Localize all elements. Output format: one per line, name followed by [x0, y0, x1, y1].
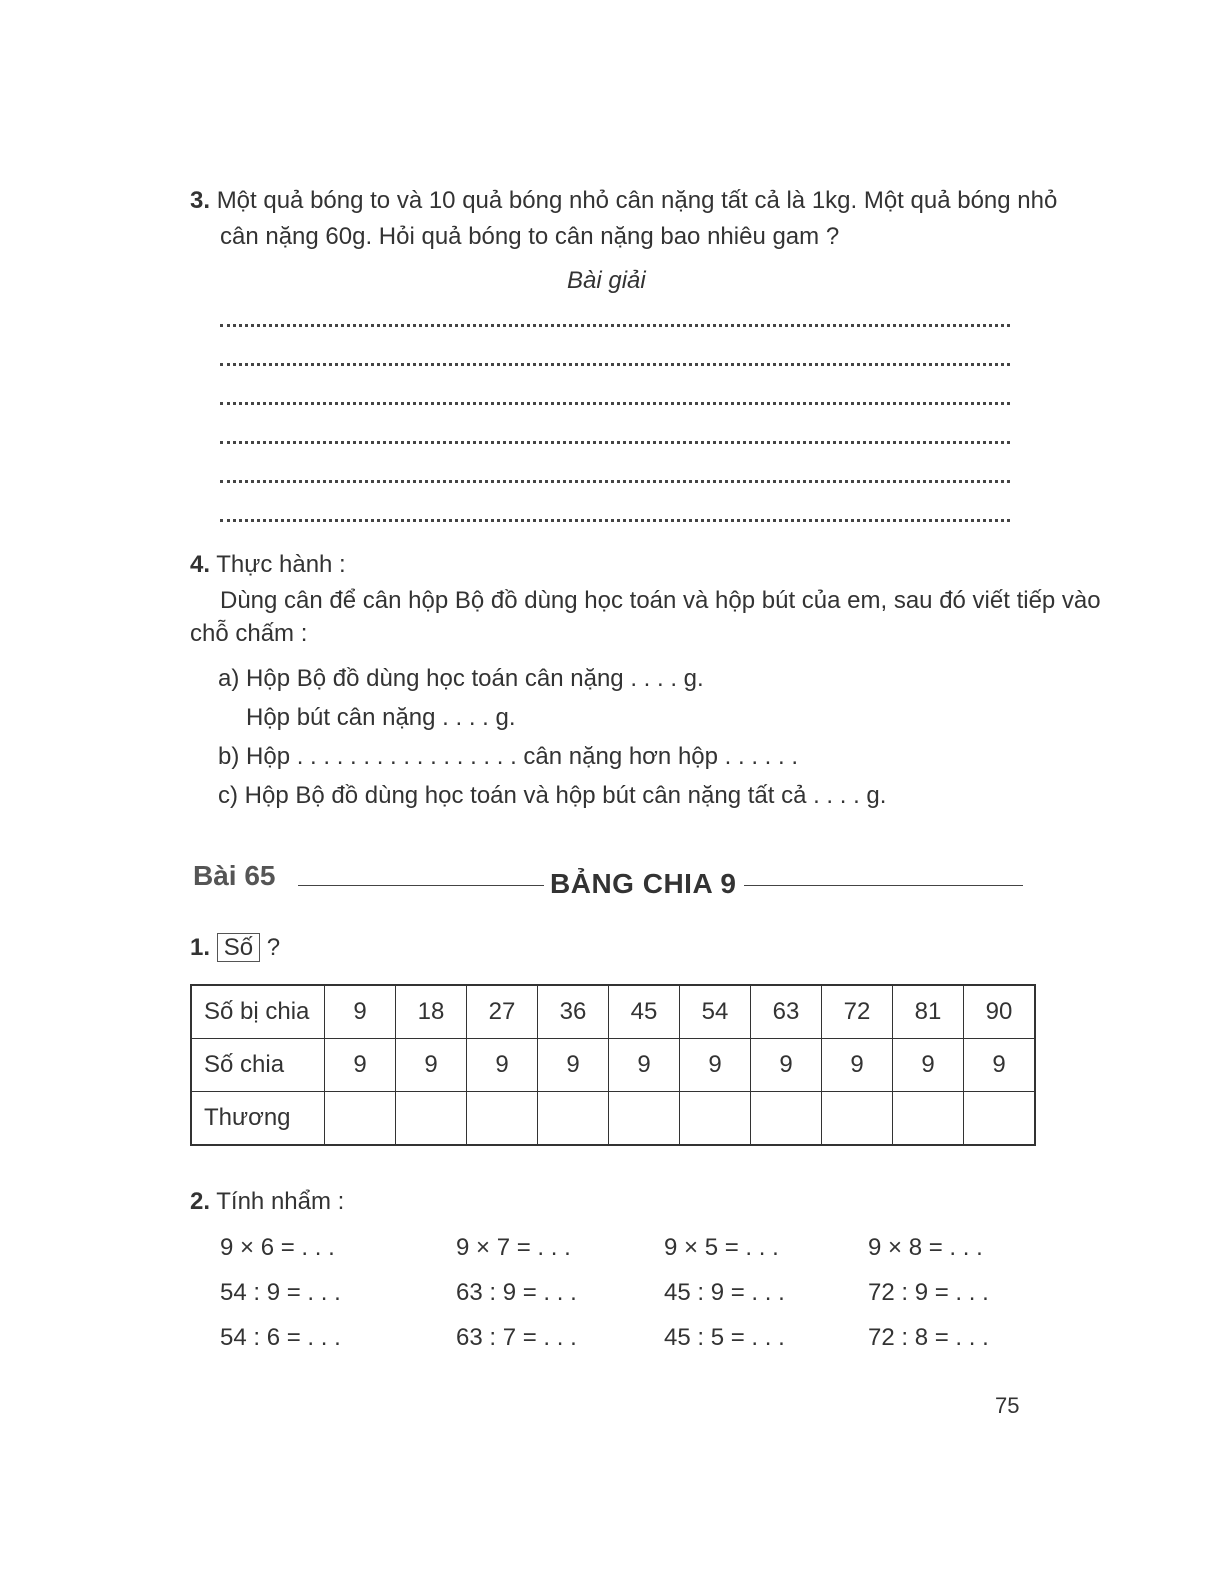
quotient-cell[interactable] — [822, 1092, 893, 1146]
exercise-4-number: 4. — [190, 551, 211, 578]
exercise-4-text-2: chỗ chấm : — [190, 620, 308, 647]
question-mark: ? — [266, 934, 281, 961]
exercise-4-heading — [190, 550, 346, 580]
divisor-cell: 9 — [396, 1039, 467, 1092]
dividend-cell: 90 — [964, 985, 1036, 1039]
quotient-cell[interactable] — [396, 1092, 467, 1146]
divisor-cell: 9 — [609, 1039, 680, 1092]
exercise-3-number: 3. — [190, 187, 211, 214]
answer-dotted-line[interactable] — [220, 363, 1010, 366]
exercise-2-title: Tính nhẩm : — [216, 1188, 345, 1215]
quotient-cell[interactable] — [964, 1092, 1036, 1146]
row-label-divisor: Số chia — [191, 1039, 325, 1092]
divisor-cell: 9 — [822, 1039, 893, 1092]
heading-rule-left — [298, 885, 544, 886]
quotient-cell[interactable] — [893, 1092, 964, 1146]
exercise-2-heading — [190, 1187, 344, 1217]
exercise-2-number: 2. — [190, 1188, 211, 1215]
dividend-cell: 45 — [609, 985, 680, 1039]
dividend-cell: 63 — [751, 985, 822, 1039]
calc-item: 72 : 8 = . . . — [868, 1324, 989, 1351]
calc-item: 9 × 8 = . . . — [868, 1234, 983, 1261]
exercise-4-title: Thực hành : — [216, 551, 346, 578]
quotient-cell[interactable] — [325, 1092, 396, 1146]
exercise-1-heading — [190, 933, 280, 963]
dividend-cell: 18 — [396, 985, 467, 1039]
exercise-3-text-1: Một quả bóng to và 10 quả bóng nhỏ cân nặng tất cả là 1kg. Một quả bóng nhỏ — [216, 187, 1058, 214]
dividend-cell: 72 — [822, 985, 893, 1039]
divisor-cell: 9 — [467, 1039, 538, 1092]
calc-item: 63 : 9 = . . . — [456, 1279, 577, 1306]
exercise-4-text-1: Dùng cân để cân hộp Bộ đồ dùng học toán và hộp bút của em, sau đó viết tiếp vào — [220, 587, 1101, 614]
exercise-4-item-a2: Hộp bút cân nặng . . . . g. — [246, 704, 516, 731]
answer-dotted-line[interactable] — [220, 480, 1010, 483]
calc-item: 9 × 7 = . . . — [456, 1234, 571, 1261]
exercise-1-number: 1. — [190, 934, 211, 961]
row-label-dividend: Số bị chia — [191, 985, 325, 1039]
answer-dotted-line[interactable] — [220, 402, 1010, 405]
quotient-cell[interactable] — [680, 1092, 751, 1146]
divisor-cell: 9 — [680, 1039, 751, 1092]
table-row-quotient — [191, 1092, 1035, 1146]
calc-item: 45 : 9 = . . . — [664, 1279, 785, 1306]
lesson-title: BẢNG CHIA 9 — [550, 868, 737, 899]
calc-item: 54 : 9 = . . . — [220, 1279, 341, 1306]
calc-item: 72 : 9 = . . . — [868, 1279, 989, 1306]
row-label-quotient: Thương — [191, 1092, 325, 1146]
answer-dotted-line[interactable] — [220, 324, 1010, 327]
dividend-cell: 27 — [467, 985, 538, 1039]
answer-dotted-line[interactable] — [220, 441, 1010, 444]
table-row-dividend — [191, 985, 1035, 1039]
exercise-3-text-2: cân nặng 60g. Hỏi quả bóng to cân nặng bao nhiêu gam ? — [220, 223, 840, 250]
calc-item: 54 : 6 = . . . — [220, 1324, 341, 1351]
heading-rule-right — [744, 885, 1023, 886]
exercise-4-item-b: b) Hộp . . . . . . . . . . . . . . . . . cân nặng hơn hộp . . . . . . — [218, 743, 798, 770]
divisor-cell: 9 — [538, 1039, 609, 1092]
quotient-cell[interactable] — [751, 1092, 822, 1146]
quotient-cell[interactable] — [467, 1092, 538, 1146]
exercise-4-item-c: c) Hộp Bộ đồ dùng học toán và hộp bút cân nặng tất cả . . . . g. — [218, 782, 887, 809]
exercise-3-line-1 — [190, 186, 1057, 216]
dividend-cell: 81 — [893, 985, 964, 1039]
dividend-cell: 9 — [325, 985, 396, 1039]
answer-dotted-line[interactable] — [220, 519, 1010, 522]
calc-item: 9 × 5 = . . . — [664, 1234, 779, 1261]
divisor-cell: 9 — [893, 1039, 964, 1092]
dividend-cell: 36 — [538, 985, 609, 1039]
calc-item: 9 × 6 = . . . — [220, 1234, 335, 1261]
quotient-cell[interactable] — [609, 1092, 680, 1146]
quotient-cell[interactable] — [538, 1092, 609, 1146]
divisor-cell: 9 — [325, 1039, 396, 1092]
so-box-label: Số — [217, 933, 260, 962]
divisor-cell: 9 — [964, 1039, 1036, 1092]
lesson-number: Bài 65 — [193, 860, 276, 891]
table-row-divisor — [191, 1039, 1035, 1092]
solution-title: Bài giải — [567, 267, 646, 294]
calc-item: 63 : 7 = . . . — [456, 1324, 577, 1351]
dividend-cell: 54 — [680, 985, 751, 1039]
divisor-cell: 9 — [751, 1039, 822, 1092]
division-table — [190, 984, 1036, 1146]
calc-item: 45 : 5 = . . . — [664, 1324, 785, 1351]
exercise-4-item-a1: a) Hộp Bộ đồ dùng học toán cân nặng . . . . g. — [218, 665, 704, 692]
page-number: 75 — [995, 1393, 1020, 1418]
